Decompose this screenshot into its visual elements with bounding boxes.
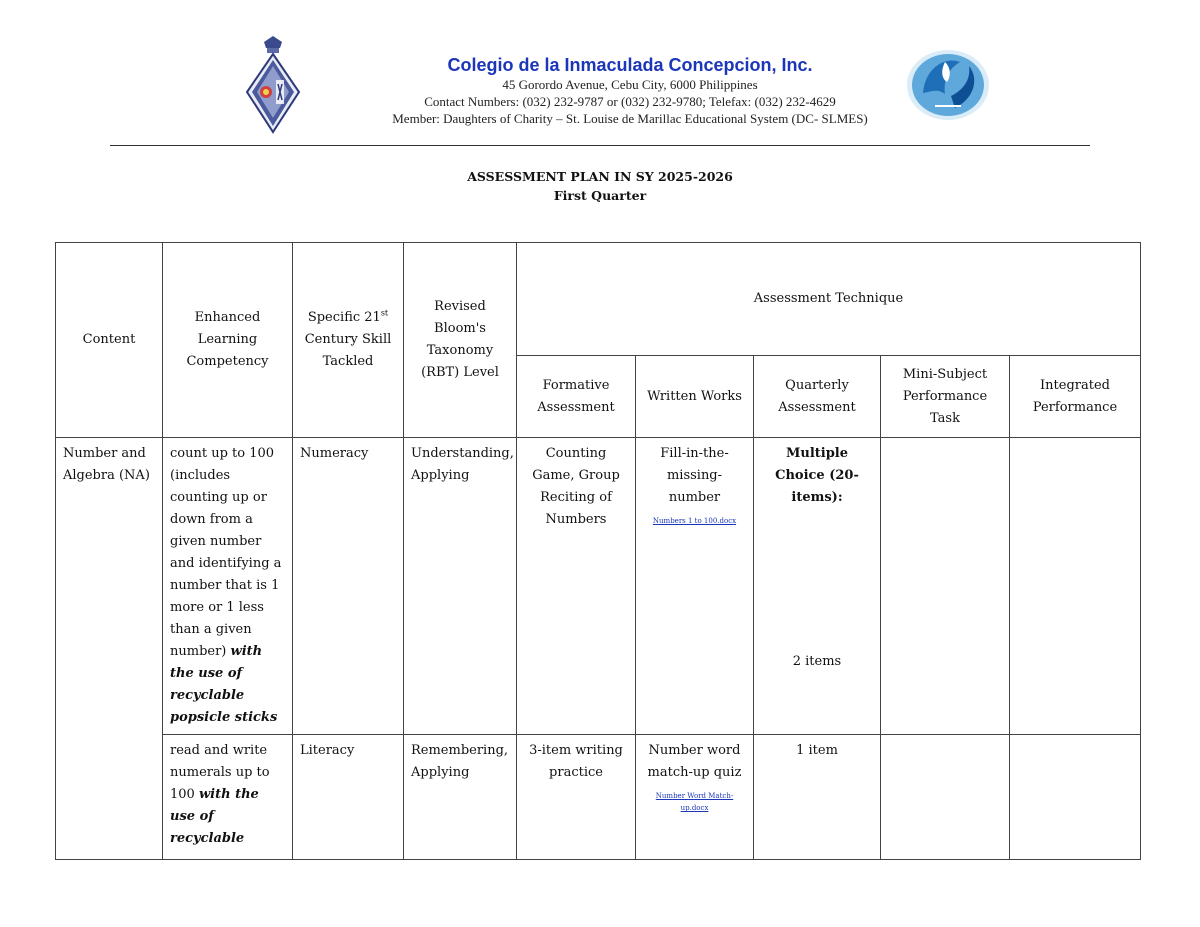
competency-cell: count up to 100 (includes counting up or down from a given number and identifying a number that is 1 more or 1 less than a given number) with the use of recyclable popsicle sticks [163, 438, 293, 735]
header-mini-task: Mini-Subject Performance Task [881, 356, 1010, 438]
skill-cell: Numeracy [293, 438, 404, 735]
daughters-of-charity-logo-icon [905, 48, 991, 122]
rbt-cell: Understanding, Applying [404, 438, 517, 735]
header-assessment-technique: Assessment Technique [517, 243, 1141, 356]
school-name: Colegio de la Inmaculada Concepcion, Inc. [447, 55, 813, 75]
membership-line: Member: Daughters of Charity – St. Louise de Marillac Educational System (DC- SLMES) [392, 111, 868, 126]
rbt-cell: Remembering, Applying [404, 735, 517, 860]
header-content: Content [56, 243, 163, 438]
header-rbt: Revised Bloom's Taxonomy (RBT) Level [404, 243, 517, 438]
table-row [56, 735, 1141, 860]
skill-cell: Literacy [293, 735, 404, 860]
school-address: 45 Gorordo Avenue, Cebu City, 6000 Philippines [502, 77, 758, 92]
content-cell: Number and Algebra (NA) [56, 438, 163, 860]
formative-cell: 3-item writing practice [517, 735, 636, 860]
written-cell: Fill-in-the-missing-number Numbers 1 to 100.docx [636, 438, 754, 735]
header-integrated: Integrated Performance [1010, 356, 1141, 438]
written-cell: Number word match-up quiz Number Word Match-up.docx [636, 735, 754, 860]
document-subtitle: First Quarter [553, 188, 647, 203]
document-title: ASSESSMENT PLAN IN SY 2025-2026 [467, 169, 733, 184]
written-works-link[interactable]: Number Word Match-up.docx [655, 792, 734, 812]
assessment-plan-table [55, 242, 1141, 860]
formative-cell: Counting Game, Group Reciting of Numbers [517, 438, 636, 735]
quarterly-cell: 1 item [754, 735, 881, 860]
integrated-cell [1010, 438, 1141, 735]
header-divider [110, 145, 1090, 146]
header-formative: Formative Assessment [517, 356, 636, 438]
competency-cell: read and write numerals up to 100 with the use of recyclable [163, 735, 293, 860]
header-competency: Enhanced Learning Competency [163, 243, 293, 438]
header-skill: Specific 21st Century Skill Tackled [293, 243, 404, 438]
header-quarterly: Quarterly Assessment [754, 356, 881, 438]
contact-numbers: Contact Numbers: (032) 232-9787 or (032) 232-9780; Telefax: (032) 232-4629 [424, 94, 836, 109]
header-row-1 [56, 243, 1141, 356]
mini-task-cell [881, 438, 1010, 735]
mini-task-cell [881, 735, 1010, 860]
header-written: Written Works [636, 356, 754, 438]
quarterly-cell: Multiple Choice (20-items): 2 items [754, 438, 881, 735]
written-works-link[interactable]: Numbers 1 to 100.docx [652, 517, 737, 525]
table-row [56, 438, 1141, 735]
school-crest-icon [244, 34, 302, 134]
integrated-cell [1010, 735, 1141, 860]
